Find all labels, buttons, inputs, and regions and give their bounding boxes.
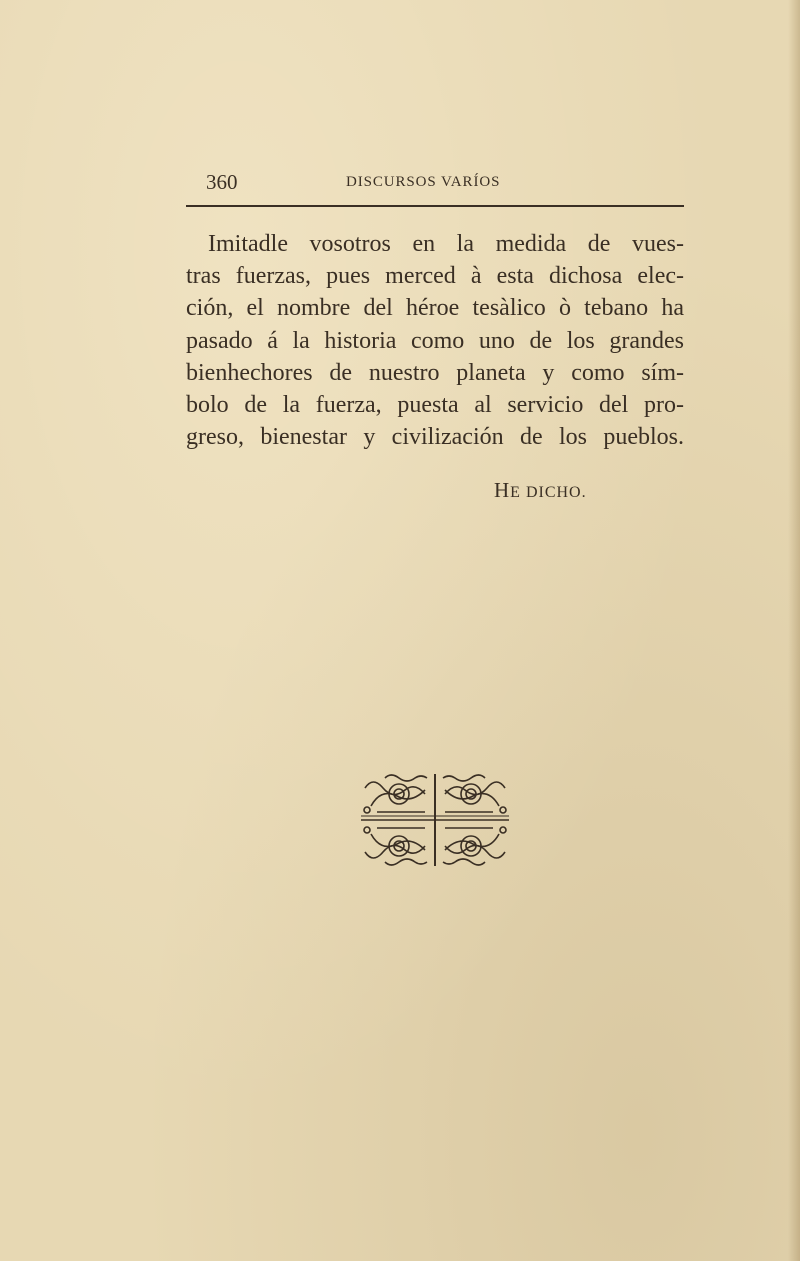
page-edge-shadow xyxy=(788,0,800,1261)
text-line: Imitadle vosotros en la medida de vues- xyxy=(208,231,684,257)
page-header xyxy=(186,170,684,200)
text-line: bienhechores de nuestro planeta y como sím- xyxy=(186,359,684,386)
text-line: tras fuerzas, pues merced à esta dichosa elec- xyxy=(186,263,684,290)
text-line: pasado á la historia como uno de los grandes xyxy=(186,327,684,354)
header-rule xyxy=(186,205,684,207)
body-paragraph xyxy=(186,228,684,453)
signoff-rest: E DICHO. xyxy=(510,484,587,501)
text-line: greso, bienestar y civilización de los pueblos. xyxy=(186,424,684,451)
scroll-ornament-icon xyxy=(355,768,515,872)
text-line: ción, el nombre del héroe tesàlico ò tebano ha xyxy=(186,295,684,322)
page-number: 360 xyxy=(206,170,238,194)
signoff-initial: H xyxy=(494,478,511,502)
signoff xyxy=(494,478,587,503)
running-head: DISCURSOS VARÍOS xyxy=(346,174,501,190)
text-line: bolo de la fuerza, puesta al servicio del pro- xyxy=(186,392,684,419)
